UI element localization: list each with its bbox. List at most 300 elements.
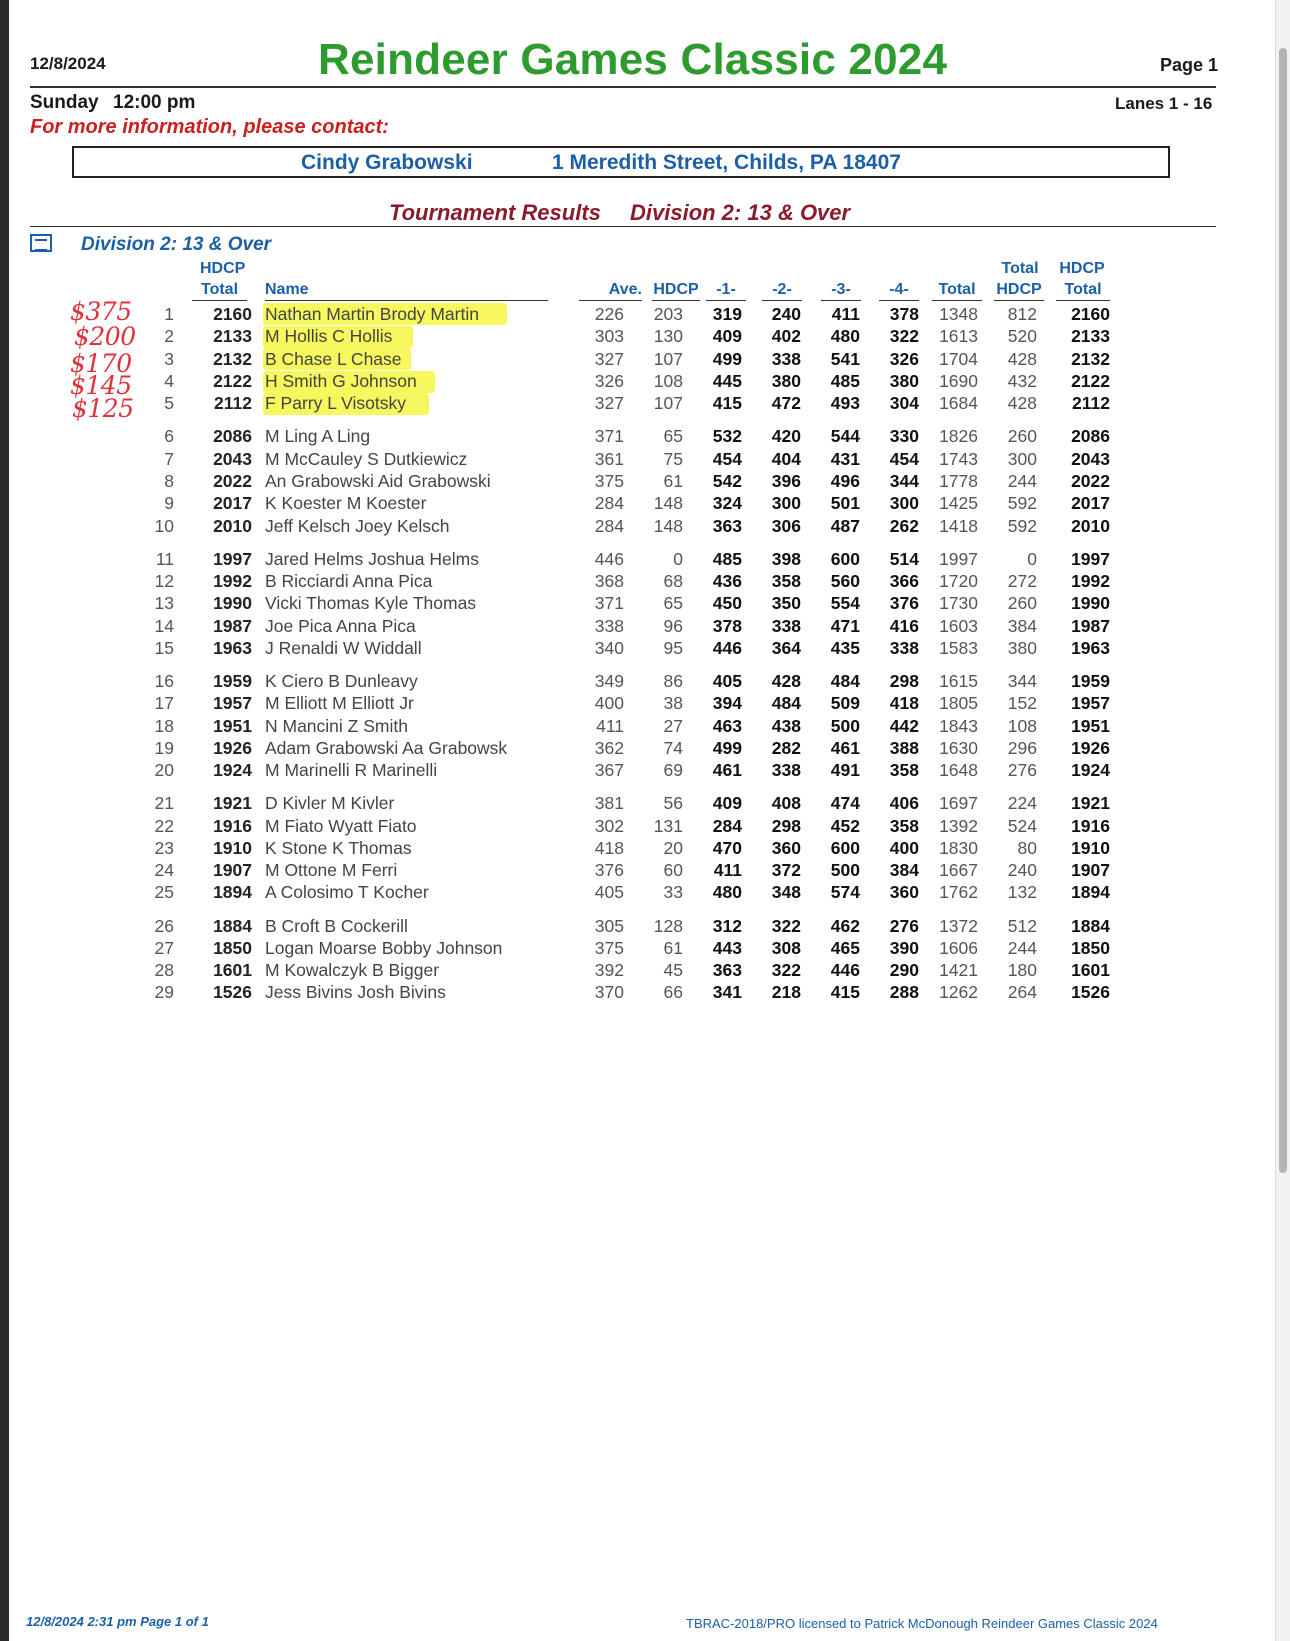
total-hdcp-cell: 812 — [1007, 304, 1037, 324]
report-date: 12/8/2024 — [30, 54, 106, 73]
page-title: Reindeer Games Classic 2024 — [318, 35, 948, 84]
average-cell: 371 — [594, 426, 624, 447]
name-cell: M Ling A Ling — [265, 426, 371, 447]
game-1-cell: 461 — [712, 760, 742, 781]
game-4-cell: 406 — [889, 793, 919, 814]
scratch-total-cell: 1348 — [939, 304, 978, 324]
rank-cell: 23 — [154, 837, 174, 858]
final-total-cell: 2112 — [1072, 393, 1110, 414]
hdcp-total-cell: 2133 — [213, 326, 252, 347]
average-cell: 303 — [594, 326, 624, 347]
final-total-cell: 1959 — [1071, 670, 1110, 691]
game-2-cell: 472 — [771, 393, 801, 414]
game-3-cell: 474 — [830, 793, 860, 814]
game-4-cell: 366 — [889, 570, 919, 591]
final-total-cell: 1910 — [1071, 837, 1110, 858]
name-cell: K Ciero B Dunleavy — [265, 670, 418, 691]
total-hdcp-cell: 384 — [1007, 615, 1037, 636]
game-3-cell: 431 — [830, 448, 860, 469]
game-1-cell: 454 — [712, 448, 742, 469]
average-cell: 338 — [594, 615, 624, 636]
game-2-cell: 360 — [771, 837, 801, 858]
final-total-cell: 1526 — [1071, 982, 1110, 1003]
average-cell: 400 — [594, 693, 624, 714]
scratch-total-cell: 1392 — [939, 815, 978, 836]
rank-cell: 26 — [154, 915, 174, 936]
final-total-cell: 1916 — [1071, 815, 1110, 836]
scratch-total-cell: 1720 — [939, 570, 978, 591]
hdcp-cell: 66 — [663, 982, 683, 1003]
total-hdcp-cell: 428 — [1007, 393, 1037, 414]
game-2-cell: 306 — [771, 515, 801, 536]
final-total-cell: 1921 — [1071, 793, 1110, 814]
rank-cell: 28 — [154, 960, 174, 981]
rank-cell: 10 — [154, 515, 174, 536]
total-hdcp-cell: 520 — [1007, 326, 1037, 347]
hdcp-total-cell: 2017 — [213, 493, 252, 514]
name-cell: M Elliott M Elliott Jr — [265, 693, 414, 714]
game-3-cell: 411 — [831, 304, 860, 324]
hdcp-total-cell: 1926 — [213, 737, 252, 758]
game-2-cell: 358 — [771, 570, 801, 591]
final-total-cell: 1951 — [1071, 715, 1110, 736]
prize-amount-3: $170 — [70, 349, 132, 378]
game-3-cell: 435 — [830, 637, 860, 658]
total-hdcp-cell: 244 — [1007, 937, 1037, 958]
total-hdcp-cell: 592 — [1007, 493, 1037, 514]
total-hdcp-cell: 240 — [1007, 860, 1037, 881]
name-cell: B Ricciardi Anna Pica — [265, 570, 433, 591]
game-4-cell: 338 — [889, 637, 919, 658]
game-2-cell: 364 — [771, 637, 801, 658]
name-cell: B Croft B Cockerill — [265, 915, 408, 936]
game-2-cell: 282 — [771, 737, 801, 758]
hdcp-total-cell: 1963 — [213, 637, 252, 658]
total-hdcp-cell: 344 — [1007, 670, 1037, 691]
final-total-cell: 1850 — [1071, 937, 1110, 958]
final-total-cell: 1992 — [1071, 570, 1110, 591]
final-total-cell: 2133 — [1071, 326, 1110, 347]
game-1-cell: 436 — [712, 570, 742, 591]
game-2-cell: 372 — [771, 860, 801, 881]
total-hdcp-cell: 260 — [1007, 593, 1037, 614]
hdcp-total-cell: 1850 — [213, 937, 252, 958]
scratch-total-cell: 1425 — [939, 493, 978, 514]
final-total-cell: 1957 — [1071, 693, 1110, 714]
contact-address: 1 Meredith Street, Childs, PA 18407 — [552, 151, 901, 174]
game-2-cell: 438 — [771, 715, 801, 736]
average-cell: 411 — [596, 715, 624, 736]
hdcp-cell: 65 — [663, 593, 683, 614]
final-total-cell: 1963 — [1071, 637, 1110, 658]
average-cell: 349 — [594, 670, 624, 691]
rank-cell: 7 — [164, 448, 174, 469]
rank-cell: 29 — [154, 982, 174, 1003]
contact-name: Cindy Grabowski — [301, 151, 473, 174]
col-game-1: -1- — [706, 281, 746, 301]
total-hdcp-cell: 272 — [1007, 570, 1037, 591]
col-game-2: -2- — [762, 281, 802, 301]
col-hdcp-total-bottom: Total — [192, 281, 247, 301]
game-3-cell: 544 — [830, 426, 860, 447]
name-cell: K Koester M Koester — [265, 493, 427, 514]
name-cell: Vicki Thomas Kyle Thomas — [265, 593, 477, 614]
average-cell: 284 — [594, 515, 624, 536]
game-4-cell: 290 — [889, 960, 919, 981]
total-hdcp-cell: 592 — [1007, 515, 1037, 536]
game-2-cell: 420 — [771, 426, 801, 447]
rank-cell: 2 — [164, 326, 174, 347]
average-cell: 327 — [594, 348, 624, 369]
game-2-cell: 484 — [771, 693, 801, 714]
game-2-cell: 322 — [771, 960, 801, 981]
total-hdcp-cell: 276 — [1007, 760, 1037, 781]
game-3-cell: 461 — [830, 737, 860, 758]
page-number: Page 1 — [1160, 55, 1219, 75]
final-total-cell: 2022 — [1071, 470, 1110, 491]
game-4-cell: 276 — [889, 915, 919, 936]
game-3-cell: 600 — [830, 548, 860, 569]
rank-cell: 14 — [154, 615, 174, 636]
final-total-cell: 1990 — [1071, 593, 1110, 614]
col-total: Total — [932, 281, 982, 301]
average-cell: 381 — [594, 793, 624, 814]
final-total-cell: 2086 — [1071, 426, 1110, 447]
final-total-cell: 1884 — [1071, 915, 1110, 936]
game-4-cell: 514 — [889, 548, 919, 569]
rank-cell: 4 — [164, 370, 174, 391]
game-3-cell: 541 — [830, 348, 860, 369]
game-4-cell: 380 — [889, 370, 919, 391]
game-3-cell: 480 — [830, 326, 860, 347]
game-4-cell: 358 — [889, 760, 919, 781]
game-3-cell: 452 — [830, 815, 860, 836]
total-hdcp-cell: 428 — [1007, 348, 1037, 369]
name-cell: A Colosimo T Kocher — [265, 882, 429, 903]
average-cell: 361 — [594, 448, 624, 469]
hdcp-total-cell: 1884 — [213, 915, 252, 936]
final-total-cell: 2132 — [1071, 348, 1110, 369]
game-1-cell: 499 — [712, 348, 742, 369]
hdcp-total-cell: 1959 — [213, 670, 252, 691]
hdcp-total-cell: 1526 — [213, 982, 252, 1003]
game-1-cell: 542 — [712, 470, 742, 491]
hdcp-total-cell: 1992 — [213, 570, 252, 591]
game-2-cell: 398 — [771, 548, 801, 569]
game-1-cell: 341 — [712, 982, 742, 1003]
col-hdcp-total-top: HDCP — [200, 260, 246, 277]
hdcp-total-cell: 1921 — [213, 793, 252, 814]
game-4-cell: 344 — [889, 470, 919, 491]
scratch-total-cell: 1613 — [939, 326, 978, 347]
game-2-cell: 408 — [771, 793, 801, 814]
rank-cell: 8 — [164, 470, 174, 491]
col-game-4: -4- — [879, 281, 919, 301]
game-3-cell: 500 — [830, 715, 860, 736]
total-hdcp-cell: 524 — [1007, 815, 1037, 836]
game-4-cell: 298 — [889, 670, 919, 691]
scratch-total-cell: 1684 — [939, 393, 978, 414]
average-cell: 362 — [594, 737, 624, 758]
rank-cell: 17 — [154, 693, 174, 714]
name-cell: Joe Pica Anna Pica — [265, 615, 416, 636]
scratch-total-cell: 1648 — [939, 760, 978, 781]
game-1-cell: 378 — [712, 615, 742, 636]
game-1-cell: 445 — [712, 370, 742, 391]
game-2-cell: 350 — [771, 593, 801, 614]
game-2-cell: 396 — [771, 470, 801, 491]
rank-cell: 20 — [154, 760, 174, 781]
name-cell: Adam Grabowski Aa Grabowsk — [265, 737, 508, 758]
average-cell: 446 — [594, 548, 624, 569]
prize-amount-5: $125 — [72, 394, 134, 423]
hdcp-total-cell: 1987 — [213, 615, 252, 636]
hdcp-cell: 68 — [663, 570, 683, 591]
hdcp-total-cell: 2086 — [213, 426, 252, 447]
scratch-total-cell: 1603 — [939, 615, 978, 636]
total-hdcp-cell: 180 — [1007, 960, 1037, 981]
rank-cell: 22 — [154, 815, 174, 836]
total-hdcp-cell: 108 — [1007, 715, 1037, 736]
game-4-cell: 378 — [889, 304, 919, 324]
rank-cell: 19 — [154, 737, 174, 758]
average-cell: 302 — [594, 815, 624, 836]
total-hdcp-cell: 244 — [1007, 470, 1037, 491]
name-cell: M Ottone M Ferri — [265, 860, 398, 881]
game-2-cell: 338 — [771, 760, 801, 781]
scratch-total-cell: 1421 — [939, 960, 978, 981]
total-hdcp-cell: 296 — [1007, 737, 1037, 758]
header-divider — [30, 86, 1216, 88]
game-1-cell: 363 — [712, 515, 742, 536]
hdcp-total-cell: 1916 — [213, 815, 252, 836]
hdcp-cell: 86 — [663, 670, 683, 691]
total-hdcp-cell: 512 — [1007, 915, 1037, 936]
average-cell: 405 — [594, 882, 624, 903]
scratch-total-cell: 1843 — [939, 715, 978, 736]
average-cell: 367 — [594, 760, 624, 781]
final-total-cell: 1894 — [1071, 882, 1110, 903]
game-4-cell: 390 — [889, 937, 919, 958]
prize-amount-1: $375 — [70, 297, 132, 326]
game-4-cell: 262 — [889, 515, 919, 536]
game-3-cell: 462 — [830, 915, 860, 936]
hdcp-cell: 65 — [663, 426, 683, 447]
event-day: Sunday — [30, 92, 99, 113]
game-2-cell: 240 — [771, 304, 801, 324]
name-cell: An Grabowski Aid Grabowski — [265, 470, 491, 491]
game-3-cell: 491 — [830, 760, 860, 781]
game-3-cell: 493 — [830, 393, 860, 414]
final-total-cell: 2017 — [1071, 493, 1110, 514]
total-hdcp-cell: 432 — [1007, 370, 1037, 391]
game-1-cell: 394 — [712, 693, 742, 714]
hdcp-total-cell: 2010 — [213, 515, 252, 536]
game-2-cell: 348 — [771, 882, 801, 903]
name-cell: B Chase L Chase — [265, 348, 402, 369]
total-hdcp-cell: 80 — [1017, 837, 1037, 858]
scratch-total-cell: 1615 — [939, 670, 978, 691]
game-3-cell: 487 — [830, 515, 860, 536]
game-4-cell: 288 — [889, 982, 919, 1003]
rank-cell: 3 — [164, 348, 174, 369]
game-4-cell: 300 — [889, 493, 919, 514]
rank-cell: 13 — [154, 593, 174, 614]
hdcp-total-cell: 1957 — [213, 693, 252, 714]
game-3-cell: 574 — [830, 882, 860, 903]
hdcp-cell: 0 — [673, 548, 683, 569]
scratch-total-cell: 1583 — [939, 637, 978, 658]
game-4-cell: 326 — [889, 348, 919, 369]
footer-print-info: 12/8/2024 2:31 pm Page 1 of 1 — [26, 1614, 209, 1629]
average-cell: 392 — [594, 960, 624, 981]
game-4-cell: 358 — [889, 815, 919, 836]
col-final-top: HDCP — [1059, 260, 1105, 277]
scratch-total-cell: 1762 — [939, 882, 978, 903]
game-1-cell: 443 — [712, 937, 742, 958]
game-2-cell: 218 — [771, 982, 801, 1003]
final-total-cell: 1997 — [1071, 548, 1110, 569]
game-3-cell: 500 — [830, 860, 860, 881]
game-3-cell: 465 — [830, 937, 860, 958]
rank-cell: 12 — [154, 570, 174, 591]
col-hdcp: HDCP — [652, 281, 700, 301]
game-3-cell: 446 — [830, 960, 860, 981]
game-3-cell: 415 — [830, 982, 860, 1003]
scrollbar-thumb[interactable] — [1279, 48, 1287, 1173]
rank-cell: 5 — [164, 393, 174, 414]
game-3-cell: 509 — [830, 693, 860, 714]
hdcp-cell: 27 — [663, 715, 683, 736]
name-cell: K Stone K Thomas — [265, 837, 412, 858]
game-4-cell: 418 — [889, 693, 919, 714]
hdcp-cell: 128 — [653, 915, 683, 936]
lanes-label: Lanes 1 - 16 — [1115, 94, 1213, 113]
rank-cell: 1 — [164, 304, 174, 324]
average-cell: 371 — [594, 593, 624, 614]
game-1-cell: 446 — [712, 637, 742, 658]
contact-prompt: For more information, please contact: — [30, 116, 389, 138]
name-cell: Nathan Martin Brody Martin — [265, 304, 479, 324]
rank-cell: 18 — [154, 715, 174, 736]
total-hdcp-cell: 224 — [1007, 793, 1037, 814]
vertical-scrollbar[interactable] — [1275, 0, 1290, 1641]
average-cell: 284 — [594, 493, 624, 514]
name-cell: M Fiato Wyatt Fiato — [265, 815, 417, 836]
hdcp-cell: 148 — [653, 493, 683, 514]
scratch-total-cell: 1262 — [939, 982, 978, 1003]
total-hdcp-cell: 260 — [1007, 426, 1037, 447]
game-1-cell: 450 — [712, 593, 742, 614]
name-cell: Logan Moarse Bobby Johnson — [265, 937, 503, 958]
footer-license: TBRAC-2018/PRO licensed to Patrick McDonough Reindeer Games Classic 2024 — [686, 1616, 1158, 1631]
average-cell: 326 — [594, 370, 624, 391]
name-cell: M Kowalczyk B Bigger — [265, 960, 440, 981]
name-cell: H Smith G Johnson — [265, 370, 417, 391]
final-total-cell: 1907 — [1071, 860, 1110, 881]
game-2-cell: 338 — [771, 615, 801, 636]
game-3-cell: 484 — [830, 670, 860, 691]
game-1-cell: 409 — [712, 326, 742, 347]
scratch-total-cell: 1997 — [939, 548, 978, 569]
game-2-cell: 402 — [771, 326, 801, 347]
scratch-total-cell: 1778 — [939, 470, 978, 491]
game-3-cell: 501 — [830, 493, 860, 514]
final-total-cell: 1987 — [1071, 615, 1110, 636]
game-1-cell: 405 — [712, 670, 742, 691]
average-cell: 375 — [594, 470, 624, 491]
game-2-cell: 380 — [771, 370, 801, 391]
hdcp-cell: 107 — [653, 393, 683, 414]
results-divider — [30, 226, 1216, 227]
scratch-total-cell: 1805 — [939, 693, 978, 714]
game-4-cell: 442 — [889, 715, 919, 736]
game-1-cell: 409 — [712, 793, 742, 814]
event-time: 12:00 pm — [113, 92, 196, 113]
scratch-total-cell: 1667 — [939, 860, 978, 881]
game-4-cell: 388 — [889, 737, 919, 758]
game-3-cell: 554 — [830, 593, 860, 614]
hdcp-cell: 60 — [663, 860, 683, 881]
prize-amount-4: $145 — [70, 371, 132, 400]
hdcp-total-cell: 2022 — [213, 470, 252, 491]
game-4-cell: 304 — [889, 393, 919, 414]
game-3-cell: 600 — [830, 837, 860, 858]
game-2-cell: 338 — [771, 348, 801, 369]
division-icon — [30, 234, 52, 252]
name-cell: D Kivler M Kivler — [265, 793, 395, 814]
hdcp-cell: 69 — [663, 760, 683, 781]
average-cell: 226 — [594, 304, 624, 324]
total-hdcp-cell: 0 — [1027, 548, 1037, 569]
final-total-cell: 1601 — [1071, 960, 1110, 981]
game-2-cell: 428 — [771, 670, 801, 691]
scratch-total-cell: 1826 — [939, 426, 978, 447]
average-cell: 376 — [594, 860, 624, 881]
hdcp-total-cell: 1601 — [213, 960, 252, 981]
final-total-cell: 1926 — [1071, 737, 1110, 758]
name-cell: J Renaldi W Widdall — [265, 637, 422, 658]
game-1-cell: 363 — [712, 960, 742, 981]
hdcp-total-cell: 1894 — [213, 882, 252, 903]
scratch-total-cell: 1418 — [939, 515, 978, 536]
hdcp-cell: 203 — [653, 304, 683, 324]
game-4-cell: 384 — [889, 860, 919, 881]
total-hdcp-cell: 300 — [1007, 448, 1037, 469]
hdcp-cell: 61 — [663, 470, 683, 491]
hdcp-cell: 107 — [653, 348, 683, 369]
hdcp-cell: 33 — [663, 882, 683, 903]
average-cell: 370 — [594, 982, 624, 1003]
scratch-total-cell: 1743 — [939, 448, 978, 469]
total-hdcp-cell: 380 — [1007, 637, 1037, 658]
rank-cell: 16 — [154, 670, 174, 691]
hdcp-total-cell: 1907 — [213, 860, 252, 881]
final-total-cell: 2160 — [1071, 304, 1110, 324]
name-cell: Jeff Kelsch Joey Kelsch — [265, 515, 450, 536]
hdcp-cell: 96 — [663, 615, 683, 636]
game-2-cell: 322 — [771, 915, 801, 936]
hdcp-total-cell: 2043 — [213, 448, 252, 469]
rank-cell: 15 — [154, 637, 174, 658]
scratch-total-cell: 1704 — [939, 348, 978, 369]
name-cell: F Parry L Visotsky — [265, 393, 407, 414]
col-total-hdcp-top: Total — [1001, 260, 1039, 277]
hdcp-total-cell: 2112 — [214, 393, 252, 414]
col-final-bottom: Total — [1056, 281, 1110, 301]
game-4-cell: 322 — [889, 326, 919, 347]
average-cell: 305 — [594, 915, 624, 936]
